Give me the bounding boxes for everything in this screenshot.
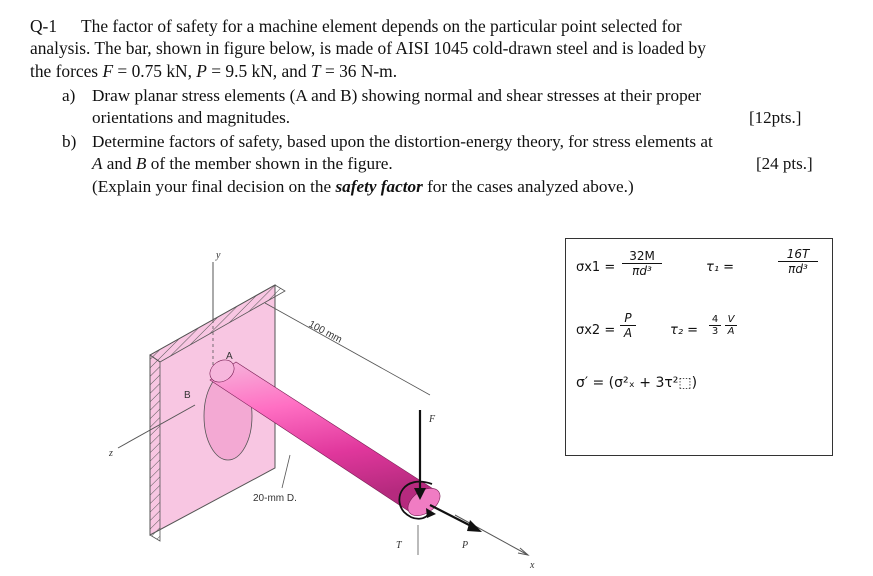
dim-100-line [265, 303, 430, 395]
emphasis: safety factor [335, 177, 423, 196]
symbol-P: P [196, 61, 207, 81]
label-z: z [109, 448, 113, 459]
text: (Explain your final decision on the [92, 177, 336, 196]
text: for the cases analyzed above.) [422, 177, 634, 196]
question-text: The factor of safety for a machine element depends on the particular point selected for [81, 16, 682, 36]
x-arrow [518, 548, 528, 555]
question-number: Q-1 [30, 16, 58, 36]
question-line-2: analysis. The bar, shown in figure below, is made of AISI 1045 cold-drawn steel and is loaded by [30, 38, 706, 58]
t1-den: πd³ [788, 262, 808, 276]
force-P-head [467, 520, 482, 532]
symbol-F: F [102, 61, 114, 81]
formula-t2-frac2 [725, 314, 737, 337]
formula-t1-frac [778, 247, 818, 276]
formula-sx2-frac [620, 311, 636, 340]
force-P-arrow [430, 505, 475, 528]
formula-sx1-frac [622, 249, 662, 278]
t1-num: 16T [778, 247, 818, 262]
dim-20-leader [282, 455, 290, 488]
label-100mm: 100 mm [306, 318, 344, 346]
formula-von-mises: σ′ = (σ²ₓ + 3τ²⬚) [576, 375, 698, 391]
wall-side-hatch [150, 355, 160, 541]
label-P: P [462, 540, 469, 551]
t2-num1: 4 [709, 314, 721, 326]
part-a-line-2: orientations and magnitudes. [92, 108, 291, 127]
part-a-label: a) [62, 86, 76, 105]
value-F: = 0.75 kN, [113, 61, 197, 81]
text: of the member shown in the figure. [146, 154, 393, 173]
formula-box [565, 238, 833, 456]
t2-num2: V [725, 314, 737, 326]
label-A: A [226, 351, 233, 362]
part-a-points: [12pts.] [749, 108, 802, 127]
label-B: B [184, 390, 191, 401]
formula-sx2-lhs: σx2 = [576, 323, 616, 338]
symbol-T: T [310, 61, 321, 81]
sx2-den: A [623, 326, 633, 340]
value-P: = 9.5 kN, and [206, 61, 311, 81]
part-b-line-1: Determine factors of safety, based upon the distortion-energy theory, for stress elements at [92, 132, 713, 151]
label-T: T [396, 540, 402, 551]
point-B: B [135, 154, 147, 173]
t2-den2: A [727, 326, 735, 337]
label-x: x [530, 560, 535, 571]
part-b-points: [24 pts.] [756, 154, 813, 173]
value-T: = 36 N-m. [320, 61, 398, 81]
formula-t1-lhs: τ₁ = [706, 260, 735, 275]
part-b-label: b) [62, 132, 77, 151]
sx2-num: P [620, 311, 636, 326]
formula-t2-lhs: τ₂ = [670, 323, 699, 338]
sx1-num: 32M [622, 249, 662, 264]
label-F: F [429, 414, 436, 425]
sx1-den: πd³ [632, 264, 652, 278]
formula-sx1-lhs: σx1 = [576, 260, 616, 275]
formula-t2-frac1 [709, 314, 721, 337]
label-y: y [216, 250, 221, 261]
label-20mm: 20-mm D. [253, 493, 297, 504]
point-A: A [92, 154, 103, 173]
t2-den1: 3 [711, 326, 719, 337]
text: the forces [30, 61, 103, 81]
text: and [102, 154, 136, 173]
part-a-line-1: Draw planar stress elements (A and B) showing normal and shear stresses at their proper [92, 86, 702, 105]
